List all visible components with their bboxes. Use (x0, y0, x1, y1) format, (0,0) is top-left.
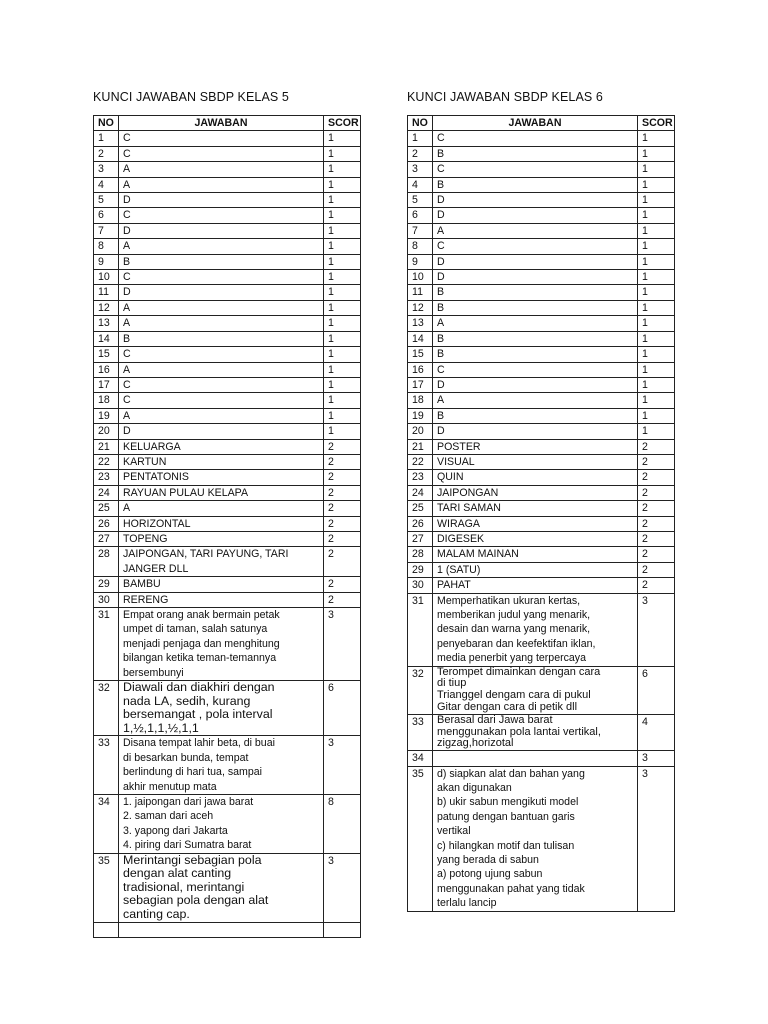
cell-no: 28 (408, 547, 433, 562)
cell-scor: 2 (324, 577, 361, 592)
cell-no: 27 (94, 531, 119, 546)
table-row (408, 439, 675, 454)
cell-jawaban: TOPENG (119, 531, 324, 546)
cell-jawaban: C (433, 162, 638, 177)
cell-jawaban: B (119, 331, 324, 346)
table-row (94, 331, 361, 346)
table-body-kelas-5 (94, 131, 361, 922)
cell-jawaban: A (119, 408, 324, 423)
table-row (408, 316, 675, 331)
cell-no: 6 (408, 208, 433, 223)
cell-no: 16 (408, 362, 433, 377)
table-row (408, 766, 675, 911)
cell-no: 4 (94, 177, 119, 192)
cell-jawaban: A (119, 239, 324, 254)
cell-scor: 1 (324, 254, 361, 269)
cell-no: 7 (408, 223, 433, 238)
cell-no: 18 (94, 393, 119, 408)
cell-scor: 2 (638, 578, 675, 593)
cell-no: 24 (408, 485, 433, 500)
table-header-row (94, 116, 361, 131)
table-row (408, 285, 675, 300)
table-row (408, 347, 675, 362)
table-row (408, 714, 675, 750)
table-row (94, 254, 361, 269)
cell-scor: 6 (324, 681, 361, 736)
cell-scor: 1 (638, 408, 675, 423)
table-row (408, 501, 675, 516)
cell-jawaban: D (433, 377, 638, 392)
table-row (94, 516, 361, 531)
table-row (94, 592, 361, 607)
table-body-kelas-6 (408, 131, 675, 911)
cell-no: 5 (408, 193, 433, 208)
cell-no: 32 (94, 681, 119, 736)
cell-no: 10 (408, 270, 433, 285)
table-row (408, 362, 675, 377)
table-row (408, 162, 675, 177)
cell-scor: 2 (324, 592, 361, 607)
cell-jawaban: KELUARGA (119, 439, 324, 454)
cell-jawaban: A (433, 223, 638, 238)
cell-no: 17 (94, 377, 119, 392)
cell-scor: 1 (638, 285, 675, 300)
table-row (94, 193, 361, 208)
cell-jawaban: DIGESEK (433, 531, 638, 546)
cell-scor: 2 (638, 439, 675, 454)
cell-scor: 2 (324, 501, 361, 516)
table-row (408, 270, 675, 285)
cell-scor: 2 (324, 531, 361, 546)
cell-scor: 1 (324, 300, 361, 315)
cell-jawaban: C (119, 347, 324, 362)
table-row-blank (94, 922, 361, 937)
cell-scor: 1 (638, 146, 675, 161)
cell-scor: 2 (638, 562, 675, 577)
cell-jawaban: D (433, 193, 638, 208)
table-row (408, 239, 675, 254)
cell-scor: 2 (638, 501, 675, 516)
cell-scor: 1 (638, 331, 675, 346)
table-row (408, 177, 675, 192)
cell-scor: 1 (324, 362, 361, 377)
cell-jawaban: QUIN (433, 470, 638, 485)
cell-no: 26 (94, 516, 119, 531)
cell-no: 8 (94, 239, 119, 254)
cell-no: 34 (94, 795, 119, 854)
cell-scor: 1 (324, 270, 361, 285)
cell-jawaban: RERENG (119, 592, 324, 607)
cell-scor: 1 (324, 331, 361, 346)
cell-scor: 1 (324, 424, 361, 439)
cell-no: 23 (408, 470, 433, 485)
cell-no: 10 (94, 270, 119, 285)
cell-jawaban: VISUAL (433, 454, 638, 469)
cell-jawaban: C (119, 146, 324, 161)
cell-jawaban: D (433, 424, 638, 439)
cell-scor: 1 (324, 162, 361, 177)
cell-no: 30 (94, 592, 119, 607)
cell-scor: 1 (638, 316, 675, 331)
table-row (408, 531, 675, 546)
cell-no: 32 (408, 666, 433, 714)
table-row (94, 162, 361, 177)
cell-no: 31 (94, 608, 119, 681)
cell-no: 23 (94, 470, 119, 485)
cell-jawaban: C (119, 208, 324, 223)
cell-no: 17 (408, 377, 433, 392)
cell-no: 3 (408, 162, 433, 177)
cell-scor: 3 (638, 766, 675, 911)
table-row (94, 285, 361, 300)
cell-jawaban: B (433, 285, 638, 300)
cell-jawaban: C (119, 131, 324, 146)
cell-jawaban: A (119, 162, 324, 177)
cell-scor: 2 (638, 470, 675, 485)
cell-scor: 6 (638, 666, 675, 714)
cell-scor: 1 (324, 223, 361, 238)
cell-jawaban: WIRAGA (433, 516, 638, 531)
cell-scor: 8 (324, 795, 361, 854)
cell-jawaban: Memperhatikan ukuran kertas, memberikan judul yang menarik, desain dan warna yang menarik, penyebaran dan keefektifan iklan, media penerbit yang terpercaya (433, 593, 638, 666)
table-row (408, 377, 675, 392)
cell-scor: 1 (638, 393, 675, 408)
cell-jawaban: A (433, 316, 638, 331)
cell-jawaban: B (433, 408, 638, 423)
cell-scor: 1 (638, 377, 675, 392)
cell-no: 21 (94, 439, 119, 454)
cell-jawaban: MALAM MAINAN (433, 547, 638, 562)
table-header-row (408, 116, 675, 131)
cell-scor: 1 (324, 316, 361, 331)
cell-no: 9 (94, 254, 119, 269)
cell-scor: 1 (638, 193, 675, 208)
table-row (94, 439, 361, 454)
table-row (94, 681, 361, 736)
cell-jawaban: D (433, 208, 638, 223)
cell-scor: 2 (638, 454, 675, 469)
table-row (408, 208, 675, 223)
cell-jawaban: JAIPONGAN, TARI PAYUNG, TARI JANGER DLL (119, 547, 324, 577)
cell-scor: 3 (324, 853, 361, 922)
cell-scor: 1 (324, 193, 361, 208)
table-row (408, 470, 675, 485)
cell-jawaban: A (119, 316, 324, 331)
table-row (94, 795, 361, 854)
cell-jawaban: C (119, 393, 324, 408)
table-row (94, 146, 361, 161)
table-row (94, 300, 361, 315)
cell-scor: 1 (324, 347, 361, 362)
cell-no: 12 (94, 300, 119, 315)
cell-jawaban: D (433, 270, 638, 285)
cell-scor: 3 (638, 593, 675, 666)
cell-jawaban: D (119, 285, 324, 300)
cell-jawaban: A (119, 300, 324, 315)
cell-scor: 1 (324, 177, 361, 192)
cell-scor: 3 (324, 736, 361, 795)
cell-scor: 1 (324, 146, 361, 161)
cell-jawaban: B (433, 177, 638, 192)
table-row (94, 393, 361, 408)
column-header-no: NO (94, 116, 119, 131)
table-row (408, 131, 675, 146)
table-row (94, 608, 361, 681)
table-row (408, 593, 675, 666)
cell-jawaban: A (119, 177, 324, 192)
cell-no: 22 (94, 454, 119, 469)
table-row (94, 454, 361, 469)
cell-no: 20 (408, 424, 433, 439)
table-row (408, 393, 675, 408)
cell-jawaban: C (119, 377, 324, 392)
table-row (408, 562, 675, 577)
cell-no: 19 (408, 408, 433, 423)
table-row (94, 377, 361, 392)
column-header-jawaban: JAWABAN (119, 116, 324, 131)
cell-scor: 1 (638, 177, 675, 192)
column-header-jawaban: JAWABAN (433, 116, 638, 131)
table-row (408, 454, 675, 469)
cell-scor: 2 (324, 547, 361, 577)
cell-jawaban: HORIZONTAL (119, 516, 324, 531)
cell-no: 35 (94, 853, 119, 922)
cell-jawaban: PENTATONIS (119, 470, 324, 485)
cell-scor: 1 (638, 223, 675, 238)
answer-key-kelas-6 (407, 88, 675, 912)
cell-no: 34 (408, 751, 433, 766)
column-header-no: NO (408, 116, 433, 131)
cell-no: 15 (408, 347, 433, 362)
table-row (94, 223, 361, 238)
cell-jawaban (433, 751, 638, 766)
cell-jawaban: POSTER (433, 439, 638, 454)
answer-key-kelas-5 (93, 88, 361, 938)
cell-jawaban: B (433, 300, 638, 315)
cell-scor: 2 (324, 516, 361, 531)
table-row (408, 223, 675, 238)
table-row (94, 131, 361, 146)
cell-no: 14 (94, 331, 119, 346)
table-row (94, 270, 361, 285)
cell-no: 8 (408, 239, 433, 254)
cell-jawaban: 1. jaipongan dari jawa barat 2. saman dari aceh 3. yapong dari Jakarta 4. piring dari Sumatra barat (119, 795, 324, 854)
cell-no: 19 (94, 408, 119, 423)
cell-no: 29 (408, 562, 433, 577)
cell-jawaban: C (433, 131, 638, 146)
cell-no: 22 (408, 454, 433, 469)
cell-scor: 1 (324, 208, 361, 223)
cell-no: 25 (408, 501, 433, 516)
cell-no: 4 (408, 177, 433, 192)
cell-no: 24 (94, 485, 119, 500)
cell-no: 28 (94, 547, 119, 577)
cell-scor: 1 (638, 270, 675, 285)
cell-no: 1 (408, 131, 433, 146)
cell-jawaban: B (433, 146, 638, 161)
table-row (408, 666, 675, 714)
cell-no: 20 (94, 424, 119, 439)
cell-jawaban: C (119, 270, 324, 285)
cell-no: 2 (408, 146, 433, 161)
cell-jawaban: 1 (SATU) (433, 562, 638, 577)
cell-scor: 1 (638, 347, 675, 362)
cell-no: 15 (94, 347, 119, 362)
answer-table-kelas-6 (407, 115, 675, 912)
table-row (94, 362, 361, 377)
column-header-scor: SCOR (638, 116, 675, 131)
cell-scor: 1 (324, 285, 361, 300)
table-row (94, 853, 361, 922)
cell-jawaban: C (433, 239, 638, 254)
cell-no: 35 (408, 766, 433, 911)
table-row (94, 177, 361, 192)
table-row (94, 239, 361, 254)
table-row (94, 208, 361, 223)
cell-jawaban: B (119, 254, 324, 269)
cell-no: 13 (94, 316, 119, 331)
cell-jawaban: d) siapkan alat dan bahan yang akan digunakan b) ukir sabun mengikuti model patung dengan bantuan garis vertikal c) hilangkan motif dan tulisan yang berada di sabun a) potong ujung sabun menggunakan pahat yang tidak terlalu lancip (433, 766, 638, 911)
cell-no: 3 (94, 162, 119, 177)
cell-jawaban: C (433, 362, 638, 377)
table-row (408, 254, 675, 269)
cell-scor: 3 (638, 751, 675, 766)
cell-no: 9 (408, 254, 433, 269)
cell-scor: 3 (324, 608, 361, 681)
cell-no: 7 (94, 223, 119, 238)
cell-no: 25 (94, 501, 119, 516)
cell-jawaban: D (433, 254, 638, 269)
cell-jawaban: Empat orang anak bermain petak umpet di taman, salah satunya menjadi penjaga dan menghitung bilangan ketika teman-temannya bersembunyi (119, 608, 324, 681)
column-header-scor: SCOR (324, 116, 361, 131)
table-row (94, 424, 361, 439)
table-row (408, 485, 675, 500)
cell-scor: 1 (324, 393, 361, 408)
cell-scor: 2 (638, 485, 675, 500)
cell-no: 30 (408, 578, 433, 593)
table-row (94, 485, 361, 500)
table-row (94, 577, 361, 592)
cell-jawaban: D (119, 223, 324, 238)
cell-no: 26 (408, 516, 433, 531)
cell-jawaban: RAYUAN PULAU KELAPA (119, 485, 324, 500)
cell-jawaban: Berasal dari Jawa barat menggunakan pola lantai vertikal, zigzag,horizotal (433, 714, 638, 750)
cell-scor: 1 (638, 208, 675, 223)
cell-scor: 1 (638, 254, 675, 269)
cell-jawaban: D (119, 424, 324, 439)
cell-scor: 2 (324, 470, 361, 485)
cell-no: 13 (408, 316, 433, 331)
cell-jawaban: Diawali dan diakhiri dengan nada LA, sedih, kurang bersemangat , pola interval 1,½,1,1,½,1,1 (119, 681, 324, 736)
cell-jawaban: JAIPONGAN (433, 485, 638, 500)
cell-jawaban: A (119, 362, 324, 377)
cell-scor: 1 (324, 239, 361, 254)
table-row (94, 736, 361, 795)
cell-jawaban: KARTUN (119, 454, 324, 469)
cell-scor: 1 (638, 131, 675, 146)
cell-scor: 2 (324, 439, 361, 454)
table-title-kelas-6: KUNCI JAWABAN SBDP KELAS 6 (407, 90, 603, 104)
cell-no: 11 (408, 285, 433, 300)
cell-no: 21 (408, 439, 433, 454)
cell-jawaban: A (433, 393, 638, 408)
cell-scor: 1 (638, 300, 675, 315)
cell-scor: 1 (638, 162, 675, 177)
cell-no: 29 (94, 577, 119, 592)
cell-scor: 2 (324, 485, 361, 500)
table-row (408, 146, 675, 161)
cell-jawaban: Disana tempat lahir beta, di buai di besarkan bunda, tempat berlindung di hari tua, sampai akhir menutup mata (119, 736, 324, 795)
cell-no: 2 (94, 146, 119, 161)
cell-no: 12 (408, 300, 433, 315)
cell-scor: 1 (638, 239, 675, 254)
answer-table-kelas-5 (93, 115, 361, 938)
table-row (408, 408, 675, 423)
cell-scor: 2 (638, 547, 675, 562)
table-row (408, 424, 675, 439)
table-row (94, 501, 361, 516)
cell-jawaban: D (119, 193, 324, 208)
table-row (408, 751, 675, 766)
cell-no: 31 (408, 593, 433, 666)
table-row (94, 316, 361, 331)
cell-scor: 1 (638, 362, 675, 377)
cell-no: 1 (94, 131, 119, 146)
cell-no: 16 (94, 362, 119, 377)
cell-jawaban: TARI SAMAN (433, 501, 638, 516)
table-row (94, 408, 361, 423)
table-row (94, 470, 361, 485)
cell-jawaban: BAMBU (119, 577, 324, 592)
cell-no: 5 (94, 193, 119, 208)
table-row (408, 331, 675, 346)
cell-no: 33 (94, 736, 119, 795)
cell-jawaban: PAHAT (433, 578, 638, 593)
table-row (408, 547, 675, 562)
cell-scor: 2 (638, 516, 675, 531)
cell-jawaban: Terompet dimainkan dengan cara di tiup Trianggel dengam cara di pukul Gitar dengan cara di petik dll (433, 666, 638, 714)
cell-no: 27 (408, 531, 433, 546)
cell-jawaban: B (433, 347, 638, 362)
cell-scor: 4 (638, 714, 675, 750)
table-row (408, 578, 675, 593)
cell-jawaban: Merintangi sebagian pola dengan alat canting tradisional, merintangi sebagian pola dengan alat canting cap. (119, 853, 324, 922)
cell-no: 18 (408, 393, 433, 408)
table-row (94, 531, 361, 546)
cell-no: 14 (408, 331, 433, 346)
cell-scor: 1 (324, 408, 361, 423)
cell-scor: 1 (324, 377, 361, 392)
cell-scor: 2 (638, 531, 675, 546)
table-title-kelas-5: KUNCI JAWABAN SBDP KELAS 5 (93, 90, 289, 104)
cell-jawaban: B (433, 331, 638, 346)
table-row (94, 347, 361, 362)
cell-jawaban: A (119, 501, 324, 516)
table-row (94, 547, 361, 577)
table-row (408, 193, 675, 208)
table-row (408, 516, 675, 531)
cell-no: 11 (94, 285, 119, 300)
cell-scor: 1 (638, 424, 675, 439)
table-row (408, 300, 675, 315)
cell-no: 6 (94, 208, 119, 223)
cell-no: 33 (408, 714, 433, 750)
cell-scor: 2 (324, 454, 361, 469)
cell-scor: 1 (324, 131, 361, 146)
